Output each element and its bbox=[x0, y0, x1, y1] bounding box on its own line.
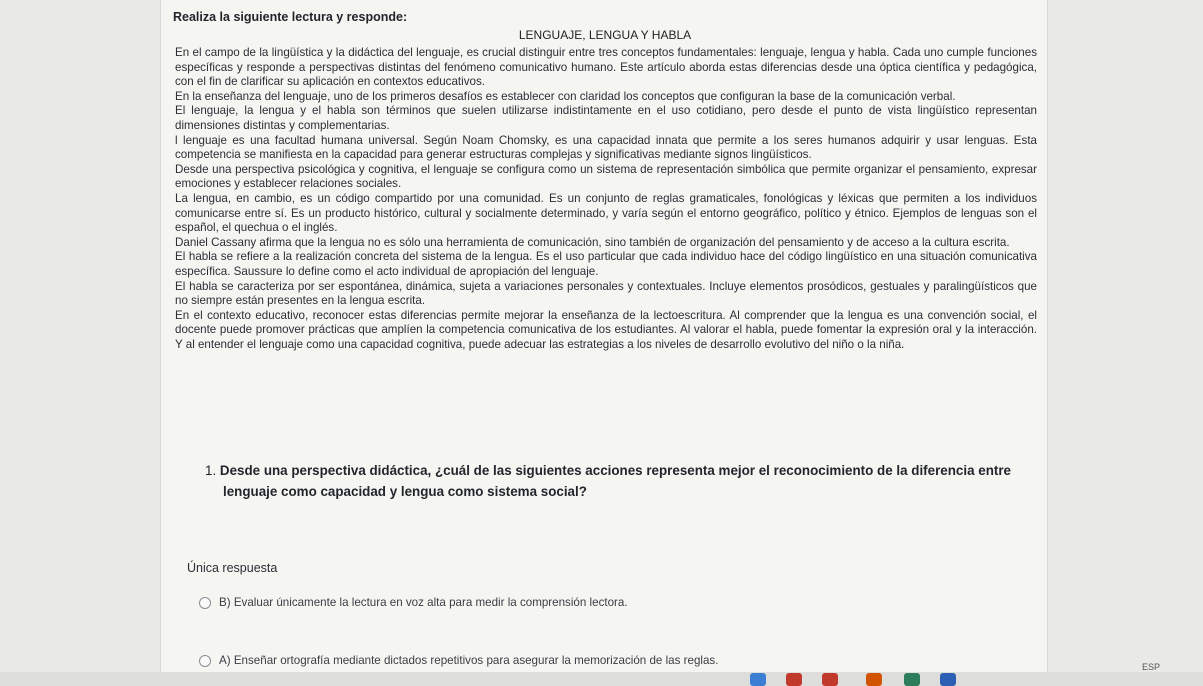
paragraph: El habla se caracteriza por ser espontánea, dinámica, sujeta a variaciones personales y contextuales. Incluye elementos prosódicos, gestuales y paralingüísticos que no siempre están presentes en la lengua escrita. bbox=[175, 279, 1037, 308]
option-a[interactable] bbox=[199, 654, 718, 667]
app-icon[interactable] bbox=[822, 673, 838, 686]
word-icon[interactable] bbox=[940, 673, 956, 686]
language-indicator[interactable]: ESP bbox=[1142, 662, 1161, 672]
answer-type-label: Única respuesta bbox=[187, 561, 278, 575]
taskbar bbox=[0, 672, 1203, 686]
paragraph: En el campo de la lingüística y la didáctica del lenguaje, es crucial distinguir entre tres conceptos fundamentales: lenguaje, lengua y habla. Cada uno cumple funciones específicas y responde a perspectivas distintas del fenómeno comunicativo humano. Este artículo aborda estas diferencias desde una óptica científica y pedagógica, con el fin de clarificar su aplicación en contextos educativos. bbox=[175, 46, 1037, 89]
question-text-line1: Desde una perspectiva didáctica, ¿cuál de las siguientes acciones representa mejor el reconocimiento de la diferencia entre bbox=[219, 463, 1012, 478]
option-b[interactable] bbox=[199, 596, 628, 609]
paragraph: Desde una perspectiva psicológica y cognitiva, el lenguaje se configura como un sistema de representación simbólica que permite organizar el pensamiento, expresar emociones y establecer relaciones sociales. bbox=[175, 162, 1037, 191]
radio-button[interactable] bbox=[199, 655, 211, 667]
instruction-heading: Realiza la siguiente lectura y responde: bbox=[173, 10, 408, 24]
paragraph: La lengua, en cambio, es un código compartido por una comunidad. Es un conjunto de reglas gramaticales, fonológicas y léxicas que permiten a los individuos comunicarse entre sí. Es un producto histórico, cultural y socialmente determinado, y varía según el entorno geográfico, político y étnico. Ejemplos de lenguas son el español, el quechua o el inglés. bbox=[175, 191, 1037, 235]
option-label: B) Evaluar únicamente la lectura en voz alta para medir la comprensión lectora. bbox=[219, 596, 628, 609]
app-icon[interactable] bbox=[750, 673, 766, 686]
question-block bbox=[205, 460, 1041, 502]
app-icon[interactable] bbox=[904, 673, 920, 686]
question-text-line2: lenguaje como capacidad y lengua como sistema social? bbox=[223, 484, 587, 499]
paragraph: Daniel Cassany afirma que la lengua no es sólo una herramienta de comunicación, sino también de organización del pensamiento y de acceso a la cultura escrita. bbox=[175, 235, 1010, 249]
option-label: A) Enseñar ortografía mediante dictados repetitivos para asegurar la memorización de las reglas. bbox=[219, 654, 719, 667]
paragraph: El lenguaje, la lengua y el habla son términos que suelen utilizarse indistintamente en el uso cotidiano, pero desde el punto de vista lingüístico representan dimensiones distintas y complementarias. bbox=[175, 104, 1037, 132]
question-page bbox=[160, 0, 1048, 686]
paragraph: En la enseñanza del lenguaje, uno de los primeros desafíos es establecer con claridad los conceptos que configuran la base de la comunicación verbal. bbox=[175, 89, 956, 103]
reading-passage bbox=[175, 46, 1037, 352]
app-icon[interactable] bbox=[786, 673, 802, 686]
paragraph: En el contexto educativo, reconocer estas diferencias permite mejorar la enseñanza de la lectoescritura. Al comprender que la lengua es una convención social, el docente puede promover prácticas que amplíen la competencia comunicativa de los estudiantes. Al valorar el habla, puede fomentar la expresión oral y la interacción. Y al entender el lenguaje como una capacidad cognitiva, puede adecuar las estrategias a los niveles de desarrollo evolutivo del niño o la niña. bbox=[175, 308, 1037, 351]
reading-title: LENGUAJE, LENGUA Y HABLA bbox=[518, 28, 692, 42]
question-number: 1. bbox=[205, 463, 217, 478]
paragraph: l lenguaje es una facultad humana universal. Según Noam Chomsky, es una capacidad innata que permite a los seres humanos adquirir y usar lenguas. Esta competencia se manifiesta en la capacidad para generar estructuras complejas y significativas mediante signos lingüísticos. bbox=[175, 133, 1037, 162]
radio-button[interactable] bbox=[199, 597, 211, 609]
browser-icon[interactable] bbox=[866, 673, 882, 686]
paragraph: El habla se refiere a la realización concreta del sistema de la lengua. Es el uso particular que cada individuo hace del código lingüístico en una situación comunicativa específica. Saussure lo define como el acto individual de apropiación del lenguaje. bbox=[175, 250, 1037, 278]
